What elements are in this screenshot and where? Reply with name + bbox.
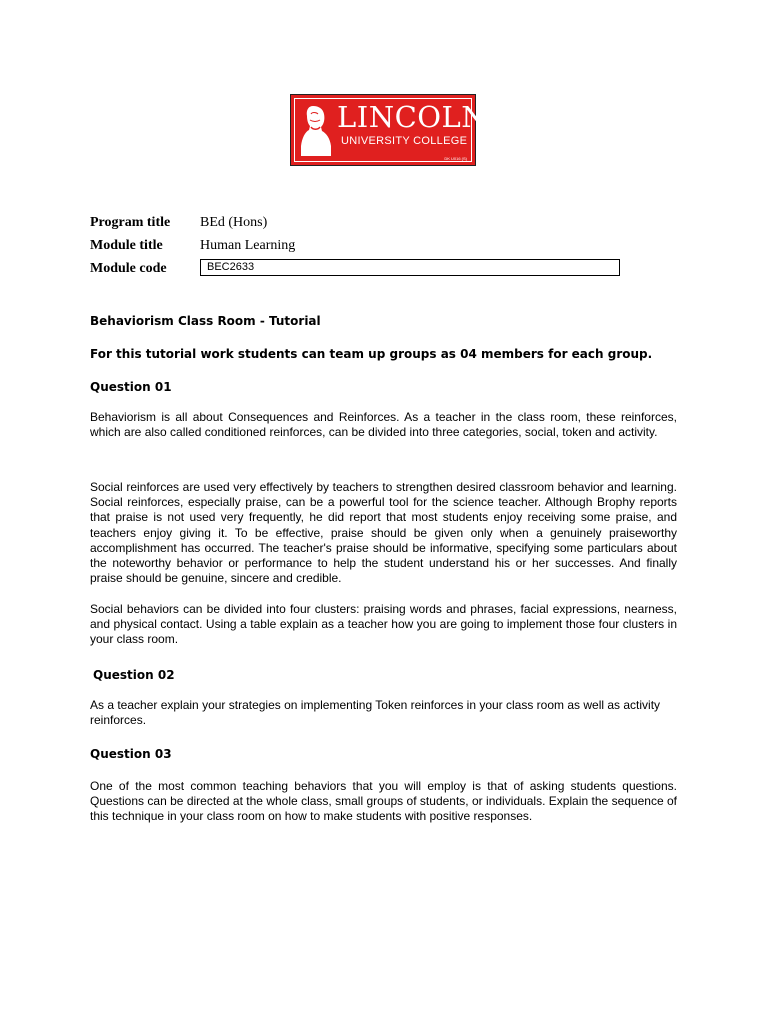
logo-registration: DK U016 (S) (444, 156, 467, 161)
tutorial-title: Behaviorism Class Room - Tutorial (90, 314, 321, 328)
logo-wordmark: LINCOLN (337, 100, 488, 134)
lincoln-logo (290, 94, 488, 166)
question-02-heading: Question 02 (93, 668, 175, 682)
program-title-label: Program title (90, 215, 171, 230)
question-01-paragraph-3: Social behaviors can be divided into four clusters: praising words and phrases, facial expressions, nearness, and physical contact. Using a table explain as a teacher how you are going to implement those four clusters in your class room. (90, 602, 677, 647)
lincoln-bust-icon (299, 100, 333, 158)
question-01-paragraph-2: Social reinforces are used very effectively by teachers to strengthen desired classroom behavior and learning. Social reinforces, especially praise, can be a powerful tool for the science teacher. Although Brophy reports that praise is not used very frequently, he did report that most students enjoy receiving some praise, and teachers enjoy giving it. To be effective, praise should be given only when a genuinely praiseworthy accomplishment has occurred. The teacher's praise should be informative, specifying some particulars about the noteworthy behavior or performance to help the student understand his or her successes. And finally praise should be genuine, sincere and credible. (90, 480, 677, 586)
question-02-paragraph: As a teacher explain your strategies on implementing Token reinforces in your class room as well as activity reinforces. (90, 698, 661, 728)
module-title-value: Human Learning (200, 238, 296, 253)
program-title-value: BEd (Hons) (200, 215, 268, 230)
logo-subtitle: UNIVERSITY COLLEGE (341, 135, 468, 147)
question-01-paragraph-1: Behaviorism is all about Consequences and Reinforces. As a teacher in the class room, these reinforces, which are also called conditioned reinforces, can be divided into three categories, social, token and activity. (90, 410, 677, 440)
question-01-heading: Question 01 (90, 380, 172, 394)
module-code-label: Module code (90, 261, 167, 276)
module-title-label: Module title (90, 238, 163, 253)
question-03-heading: Question 03 (90, 747, 172, 761)
question-03-paragraph: One of the most common teaching behaviors that you will employ is that of asking students questions. Questions can be directed at the whole class, small groups of students, or individuals. Explain the sequence of this technique in your class room on how to make students with positive responses. (90, 779, 677, 824)
tutorial-intro: For this tutorial work students can team up groups as 04 members for each group. (90, 347, 653, 361)
module-code-field: BEC2633 (200, 259, 620, 276)
